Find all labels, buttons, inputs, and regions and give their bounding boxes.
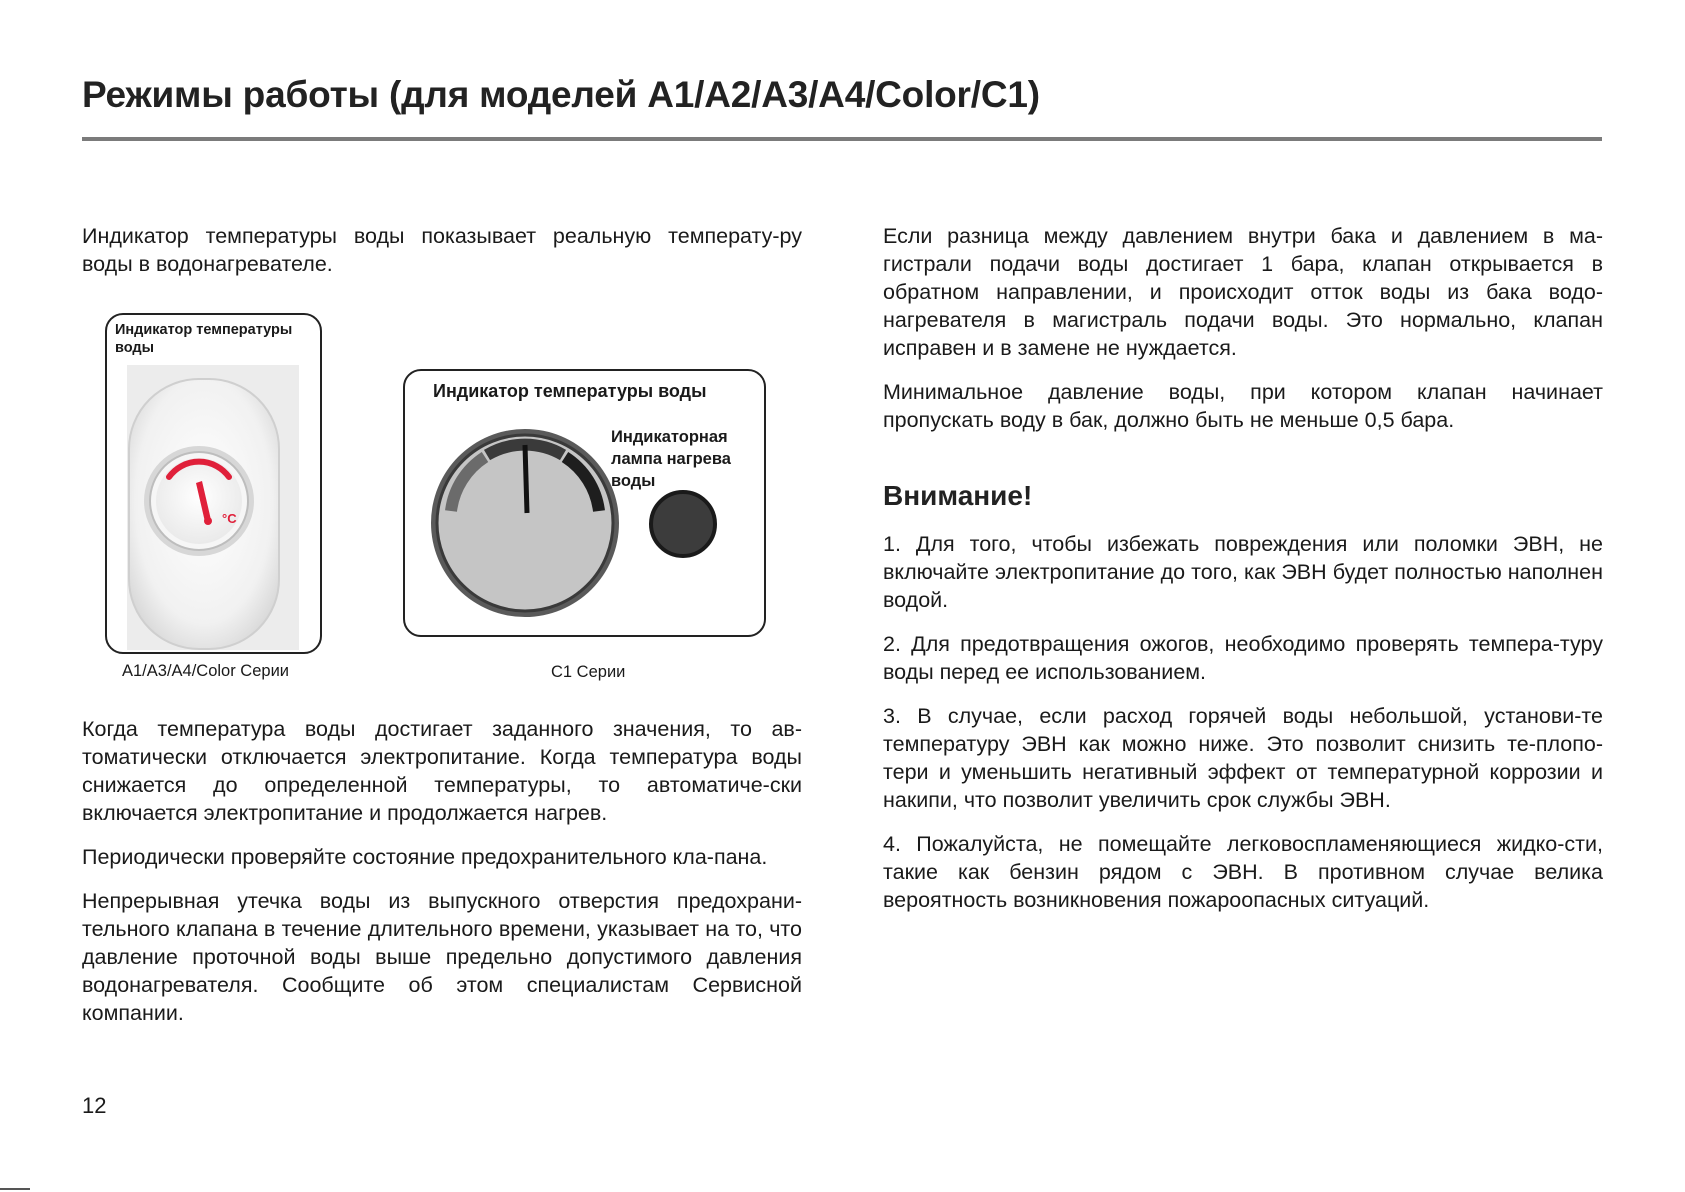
body-paragraph: Когда температура воды достигает заданного значения, то ав-томатически отключается электропитание. Когда температура воды снижается до определенной температуры, то автоматиче-ски включается электропитание и продолжается нагрев. — [82, 717, 802, 825]
figure-series-c1-caption: C1 Серии — [551, 663, 626, 681]
figure-series-a-caption: A1/A3/A4/Color Серии — [122, 662, 290, 680]
body-paragraph: Минимальное давление воды, при котором клапан начинает пропускать воду в бак, должно быть не меньше 0,5 бара. — [883, 380, 1603, 432]
svg-text:°C: °C — [222, 511, 237, 526]
attention-item: 4. Пожалуйста, не помещайте легковоспламеняющиеся жидко-сти, такие как бензин рядом с ЭВН. В противном случае велика вероятность возникновения пожароопасных ситуаций. — [883, 832, 1603, 912]
dial-indicator-icon — [107, 315, 322, 654]
body-paragraph: Если разница между давлением внутри бака и давлением в ма-гистрали подачи воды достигает 1 бара, клапан открывается в обратном направлении, и происходит отток воды из бака водо-нагревателя в магистраль подачи воды. Это нормально, клапан исправен и в замене не нуждается. — [883, 224, 1603, 360]
right-column — [883, 222, 1603, 930]
page-title: Режимы работы (для моделей A1/A2/A3/A4/Color/C1) — [82, 74, 1040, 115]
body-paragraph: Непрерывная утечка воды из выпускного отверстия предохрани-тельного клапана в течение длительного времени, указывает на то, что давление проточной воды выше предельно допустимого давления водонагревателя. Сообщите об этом специалистам Сервисной компании. — [82, 889, 802, 1025]
footer-mark — [0, 1188, 30, 1190]
attention-heading: Внимание! — [883, 480, 1033, 511]
left-column-intro — [82, 222, 802, 294]
left-column-body — [82, 715, 802, 1043]
figure-series-a-label: Индикатор температуры воды — [115, 322, 293, 356]
figure-series-c1 — [403, 369, 766, 637]
body-paragraph: Периодически проверяйте состояние предохранительного кла-пана. — [82, 845, 768, 869]
title-divider — [82, 137, 1602, 141]
attention-item: 3. В случае, если расход горячей воды небольшой, установи-те температуру ЭВН как можно ниже. Это позволит снизить те-плопо- тери и уменьшить негативный эффект от температурной коррозии и накипи, что позволит увеличить срок службы ЭВН. — [883, 704, 1603, 812]
heating-lamp-icon — [651, 492, 715, 556]
temperature-knob-icon — [405, 371, 768, 639]
figure-series-a — [105, 313, 322, 654]
attention-item: 2. Для предотвращения ожогов, необходимо проверять темпера-туру воды перед ее использованием. — [883, 632, 1603, 684]
heating-lamp-label: Индикаторная лампа нагрева воды — [611, 428, 731, 490]
attention-item: 1. Для того, чтобы избежать повреждения или поломки ЭВН, не включайте электропитание до того, как ЭВН будет полностью наполнен водой. — [883, 532, 1603, 612]
intro-paragraph: Индикатор температуры воды показывает реальную температу-ру воды в водонагревателе. — [82, 224, 802, 276]
figure-series-c1-label: Индикатор температуры воды — [433, 381, 707, 401]
page-number: 12 — [82, 1093, 107, 1118]
